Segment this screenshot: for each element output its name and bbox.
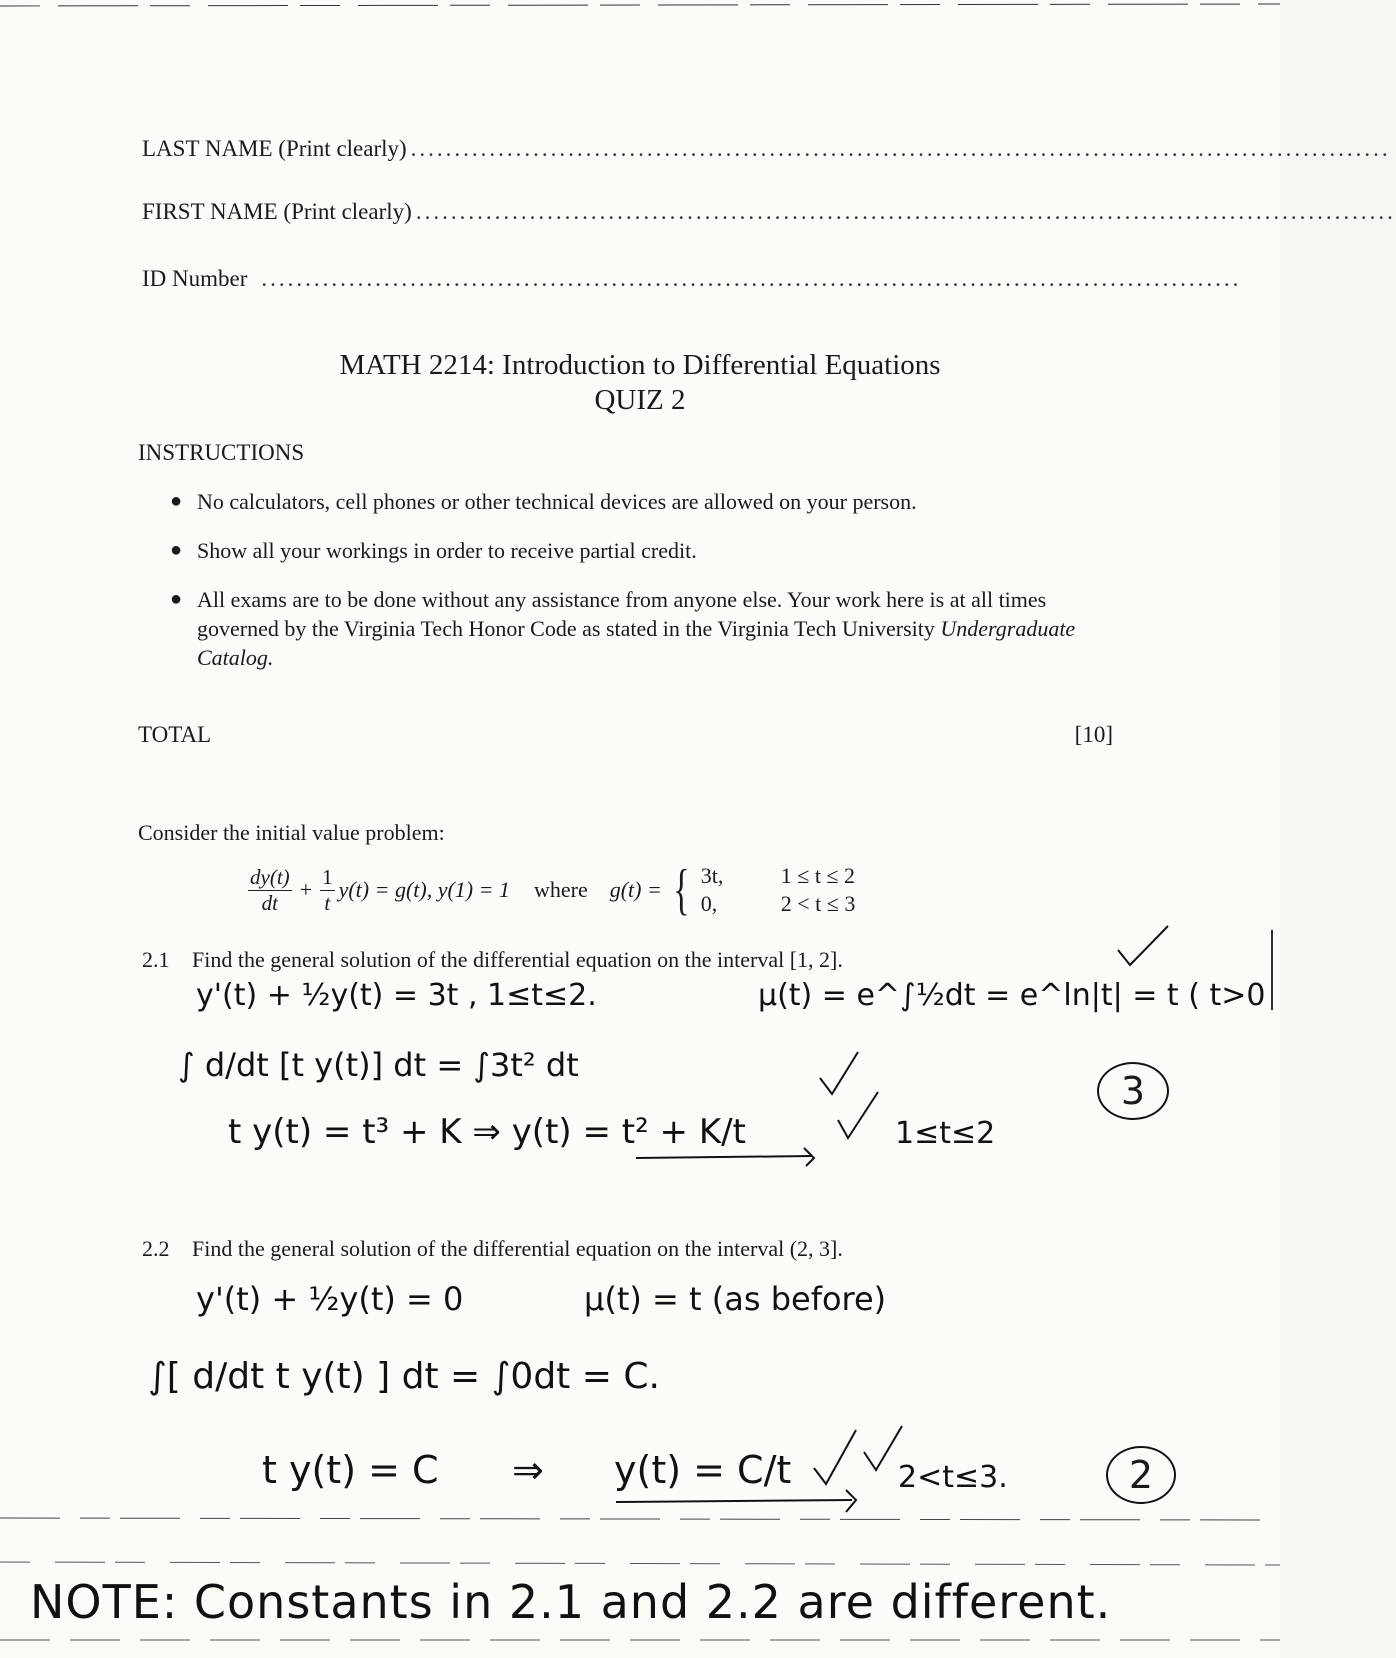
constants-note: NOTE: Constants in 2.1 and 2.2 are different. [30,1575,1112,1629]
bullet-icon: ● [170,588,183,610]
first-name-field[interactable] [142,199,1396,225]
bullet-icon: ● [170,490,183,512]
problem-intro: Consider the initial value problem: [138,820,445,845]
q1-handwritten-line3: t y(t) = t³ + K ⇒ y(t) = t² + K/t [228,1112,746,1152]
first-name-label: FIRST NAME (Print clearly) [142,199,412,224]
course-title: MATH 2214: Introduction to Differential Equations [339,349,941,381]
question-2-1: 2.1 Find the general solution of the differential equation on the interval [1, 2]. [142,947,843,972]
id-number-dots: ................................................................................................................ [261,266,1242,291]
q2-score-circle: 2 [1106,1446,1176,1504]
id-number-label: ID Number [142,266,248,291]
instructions-list [170,487,1115,692]
q1-handwritten-mu: μ(t) = e^∫½dt = e^ln|t| = t ( t>0 [758,978,1266,1013]
quiz-title: QUIZ 2 [594,384,686,416]
q1-score-circle: 3 [1097,1062,1169,1120]
q2-handwritten-line1: y'(t) + ½y(t) = 0 [196,1280,464,1318]
total-label: TOTAL [138,722,212,747]
last-name-dots: ................................................................................................................ [410,136,1391,161]
coefficient-fraction: $\frac{1}{t}$ [322,864,333,915]
q2-handwritten-line3a: t y(t) = C [262,1448,439,1492]
ivp-equation: $\frac{dy(t)}{dt}$ + $\frac{1}{t}$ y(t) = g(t), y(1) = 1 where g(t) = { 3t, 1 ≤ t ≤ 2 0, 2 < t ≤ 3 [244,862,901,918]
q2-implies-icon: ⇒ [512,1448,544,1492]
q1-handwritten-line2: ∫ d/dt [t y(t)] dt = ∫3t² dt [178,1046,579,1084]
q2-handwritten-mu: μ(t) = t (as before) [584,1280,887,1318]
q2-handwritten-line2: ∫[ d/dt t y(t) ] dt = ∫0dt = C. [148,1356,660,1397]
first-name-dots: ................................................................................................................ [415,199,1396,224]
catalog-title: Undergraduate Catalog. [197,616,1076,670]
derivative-fraction: $\frac{dy(t)}{dt}$ [250,864,290,915]
instruction-item: ● All exams are to be done without any assistance from anyone else. Your work here is at all times governed by the Virginia Tech Honor Code as stated in the Virginia Tech University Undergraduate Catalog. [170,587,1076,670]
q1-handwritten-interval: 1≤t≤2 [895,1116,996,1151]
last-name-field[interactable] [142,136,1391,162]
q2-handwritten-interval: 2<t≤3. [898,1460,1008,1495]
instruction-item: ● No calculators, cell phones or other technical devices are allowed on your person. [170,489,917,514]
bullet-icon: ● [170,539,183,561]
total-row [138,722,1113,748]
last-name-label: LAST NAME (Print clearly) [142,136,407,161]
instructions-heading: INSTRUCTIONS [138,440,305,465]
id-number-field[interactable] [142,266,1242,292]
total-points: [10] [1074,722,1113,747]
q2-handwritten-line3b: y(t) = C/t [614,1448,792,1492]
left-brace-icon: { [673,859,690,921]
q1-handwritten-line1: y'(t) + ½y(t) = 3t , 1≤t≤2. [196,978,597,1013]
question-2-2: 2.2 Find the general solution of the differential equation on the interval (2, 3]. [142,1236,843,1261]
piecewise-cases: 3t, 1 ≤ t ≤ 2 0, 2 < t ≤ 3 [700,863,856,916]
instruction-item: ● Show all your workings in order to receive partial credit. [170,538,697,563]
